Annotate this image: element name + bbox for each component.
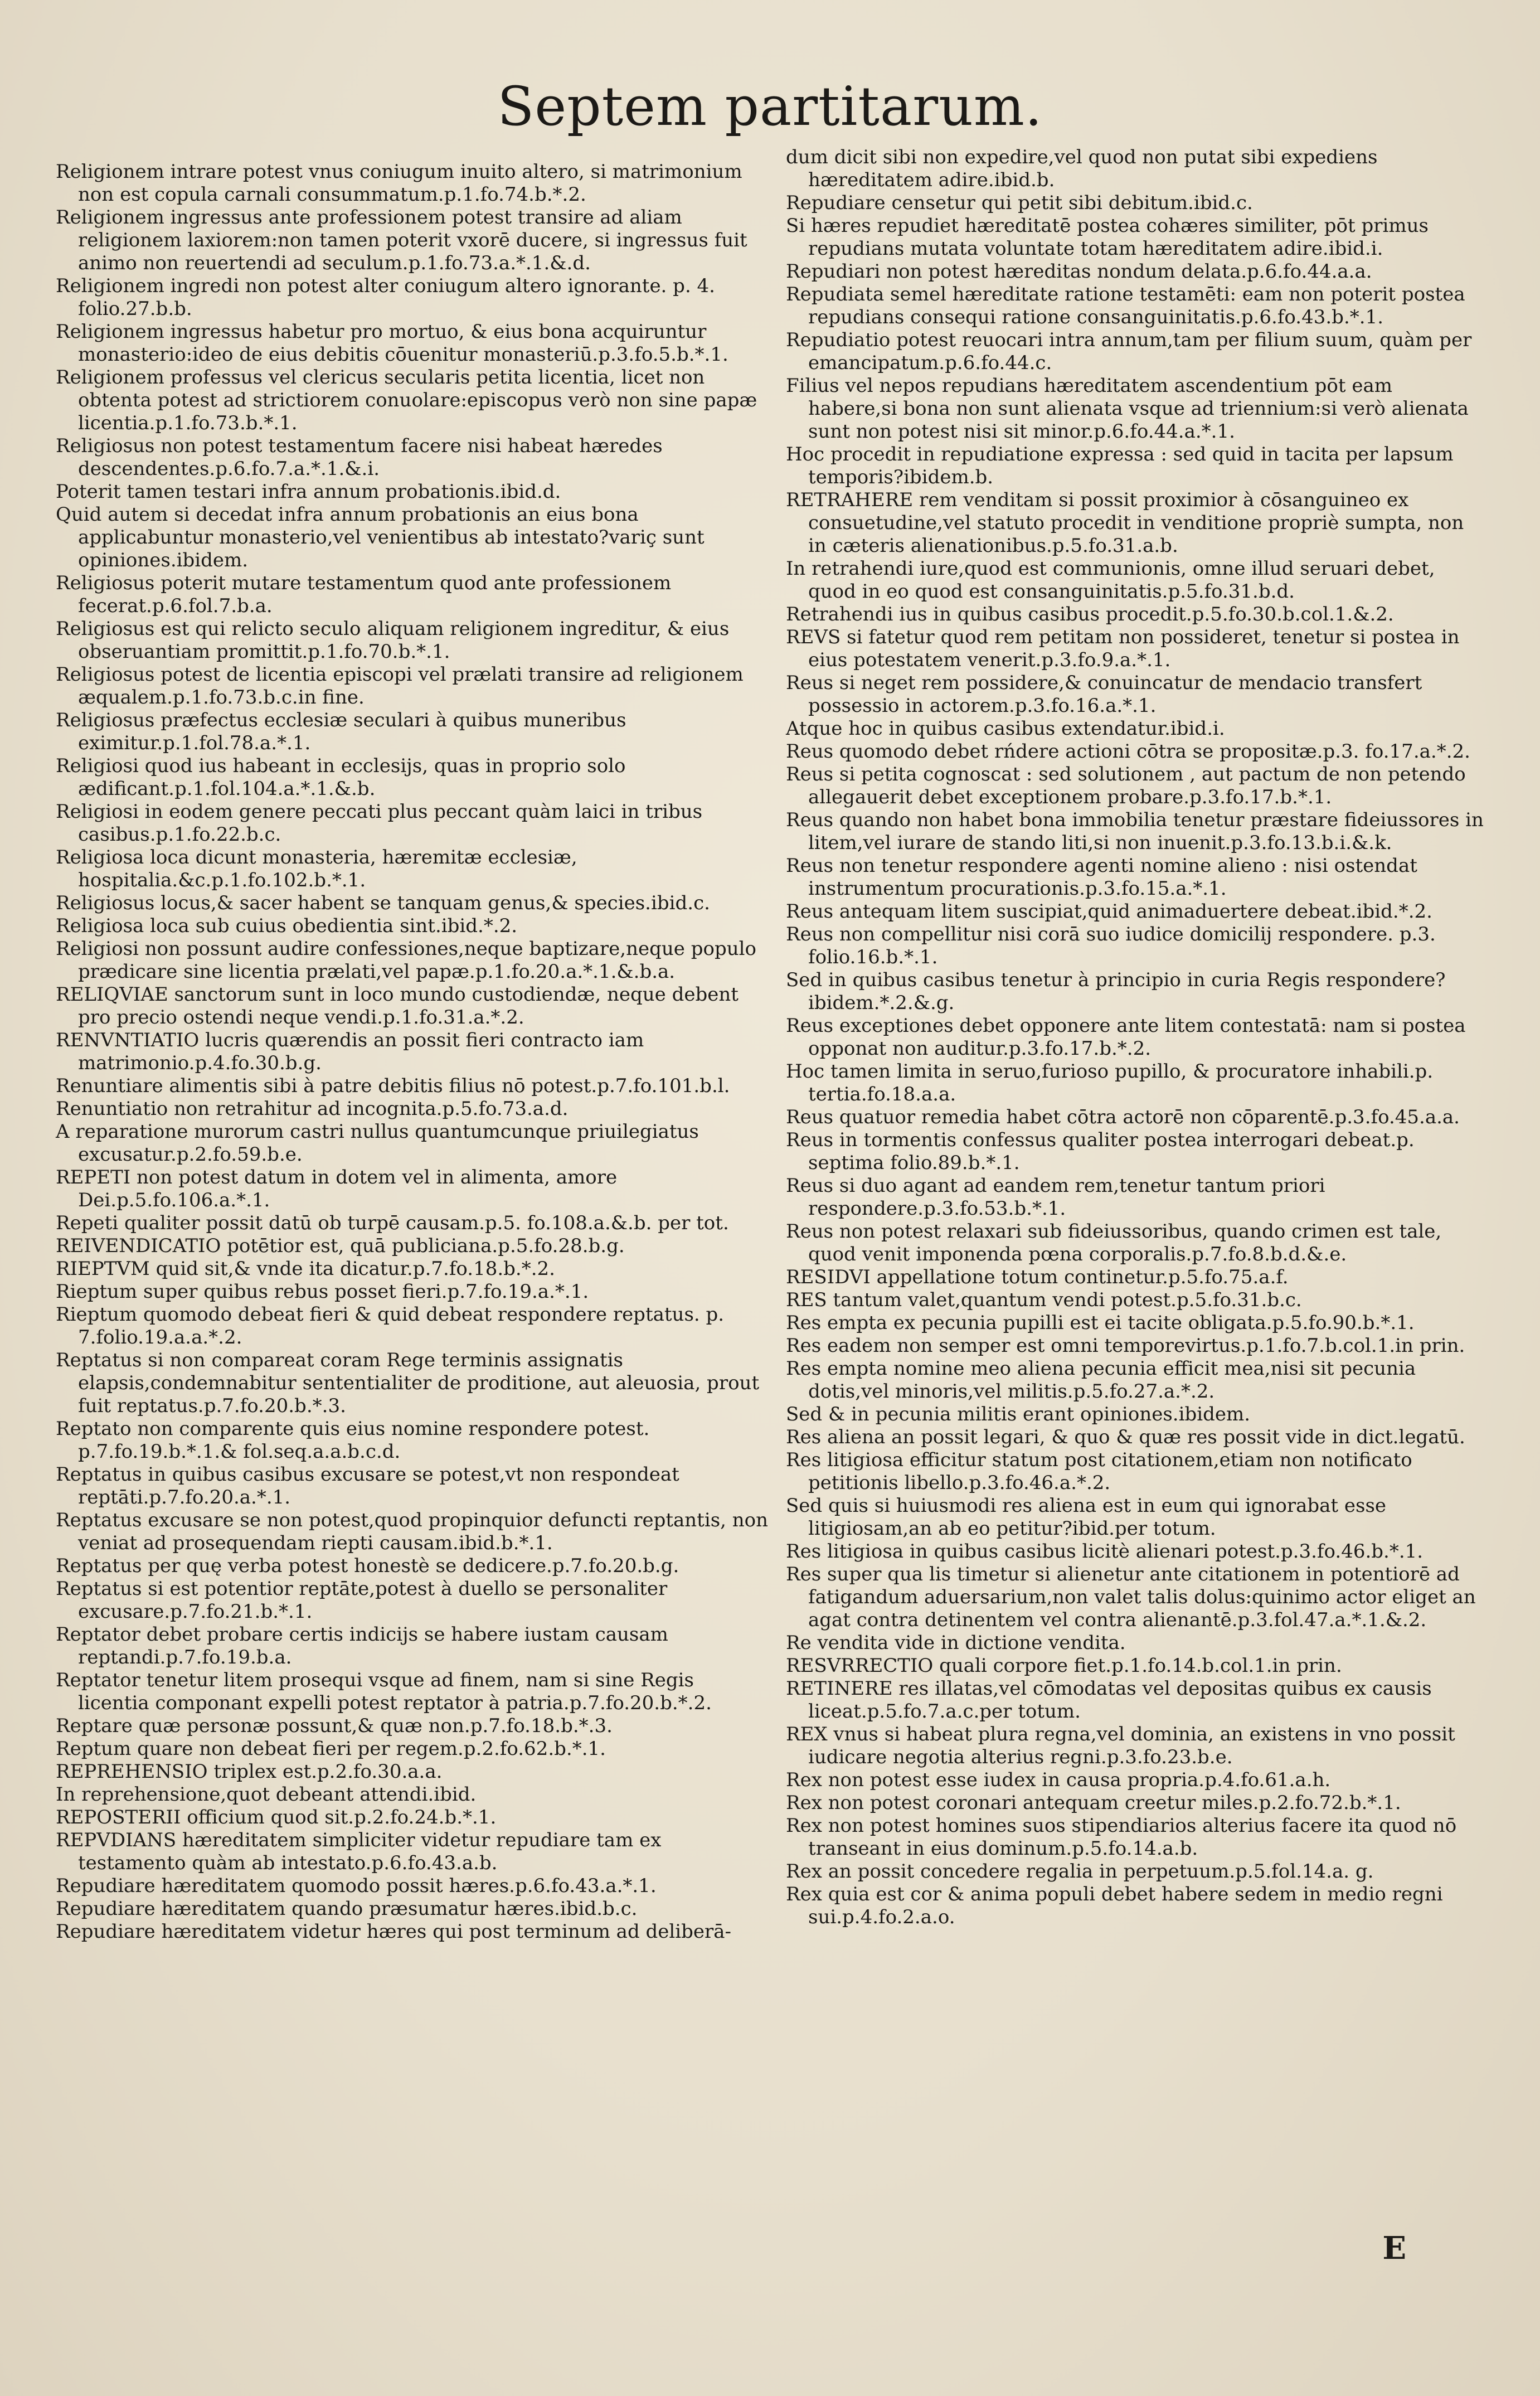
index-entry: Reus quomodo debet rńdere actioni cōtra se propositæ.p.3. fo.17.a.*.2. [786,740,1470,763]
index-entry: RESVRRECTIO quali corpore fiet.p.1.fo.14.b.col.1.in prin. [786,1655,1342,1677]
index-entry: Hoc procedit in repudiatione expressa : sed quid in tacita per lapsum temporis?ibidem.b. [786,443,1454,488]
page-title: Septem partitarum. [497,75,1043,138]
index-entry: Sed quis si huiusmodi res aliena est in eum qui ignorabat esse litigiosam,an ab eo petitur?ibid.per totum. [786,1495,1387,1540]
index-entry: Religionem intrare potest vnus coniugum inuito altero, si matrimonium non est copula carnali consummatum.p.1.fo.74.b.*.2. [56,161,742,206]
index-entry: Res super qua lis timetur si alienetur ante citationem in potentiorē ad fatigandum aduersarium,non valet talis dolus:quinimo actor eliget an agat contra detinentem vel contra alienantē.p.3.fol.47.a.*.1.&.2. [786,1563,1476,1631]
index-entry: Reptatus excusare se non potest,quod propinquior defuncti reptantis, non veniat ad prosequendam riepti causam.ibid.b.*.1. [56,1509,769,1554]
index-entry: In retrahendi iure,quod est communionis, omne illud seruari debet, quod in eo quod est consanguinitatis.p.5.fo.31.b.d. [786,557,1435,603]
index-entry: Res empta nomine meo aliena pecunia efficit mea,nisi sit pecunia dotis,vel minoris,vel militis.p.5.fo.27.a.*.2. [786,1357,1416,1403]
index-entry: Hoc tamen limita in seruo,furioso pupillo, & procuratore inhabili.p. tertia.fo.18.a.a. [786,1060,1434,1105]
index-entry: Religionem ingressus ante professionem potest transire ad aliam religionem laxiorem:non tamen poterit vxorē ducere, si ingressus fuit animo non reuertendi ad seculum.p.1.fo.73.a.*.1.&.d. [56,206,747,274]
index-entry: Reus quando non habet bona immobilia tenetur præstare fideiussores in litem,vel iurare de stando liti,si non inuenit.p.3.fo.13.b.i.&.k. [786,809,1484,854]
index-entry: In reprehensione,quot debeant attendi.ibid. [56,1783,477,1806]
index-entry: Filius vel nepos repudians hæreditatem ascendentium pōt eam habere,si bona non sunt alienata vsque ad triennium:si verò alienata sunt non potest nisi sit minor.p.6.fo.44.a.*.1. [786,375,1469,443]
index-entry: Renuntiare alimentis sibi à patre debitis filius nō potest.p.7.fo.101.b.l. [56,1075,730,1097]
index-entry: Repudiata semel hæreditate ratione testamēti: eam non poterit postea repudians consequi ratione consanguinitatis.p.6.fo.43.b.*.1. [786,283,1465,328]
index-entry: Reus exceptiones debet opponere ante litem contestatā: nam si postea opponat non auditur.p.3.fo.17.b.*.2. [786,1015,1466,1060]
index-entry: Res eadem non semper est omni temporevirtus.p.1.fo.7.b.col.1.in prin. [786,1335,1465,1357]
index-entry: Reus non potest relaxari sub fideiussoribus, quando crimen est tale, quod venit imponenda pœna corporalis.p.7.fo.8.b.d.&.e. [786,1220,1442,1265]
index-entry: Reptatus si est potentior reptāte,potest à duello se personaliter excusare.p.7.fo.21.b.*.1. [56,1578,668,1623]
index-entry: REX vnus si habeat plura regna,vel dominia, an existens in vno possit iudicare negotia alterius regni.p.3.fo.23.b.e. [786,1723,1455,1768]
index-entry: Religiosus non potest testamentum facere nisi habeat hæredes descendentes.p.6.fo.7.a.*.1.&.i. [56,435,663,480]
index-entry: Quid autem si decedat infra annum probationis an eius bona applicabuntur monasterio,vel venientibus ab intestato?variç sunt opiniones.ibidem. [56,503,705,571]
index-entry: Renuntiatio non retrahitur ad incognita.p.5.fo.73.a.d. [56,1098,569,1120]
index-entry: Reptatus in quibus casibus excusare se potest,vt non respondeat reptāti.p.7.fo.20.a.*.1. [56,1463,679,1509]
index-entry: RESIDVI appellatione totum continetur.p.5.fo.75.a.f. [786,1266,1289,1288]
index-entry: Reptatus si non compareat coram Rege terminis assignatis elapsis,condemnabitur sententialiter de proditione, aut aleuosia, prout fuit reptatus.p.7.fo.20.b.*.3. [56,1349,760,1417]
index-entry: Religiosi quod ius habeant in ecclesijs, quas in proprio solo ædificant.p.1.fol.104.a.*.1.&.b. [56,755,626,800]
index-entry: Rex non potest homines suos stipendiarios alterius facere ita quod nō transeant in eius dominum.p.5.fo.14.a.b. [786,1815,1457,1860]
catchword: E [1382,2230,1406,2267]
index-entry: Religiosus est qui relicto seculo aliquam religionem ingreditur, & eius obseruantiam promittit.p.1.fo.70.b.*.1. [56,618,730,663]
index-entry: Repudiare hæreditatem videtur hæres qui post terminum ad deliberā- [56,1920,732,1943]
index-entry: Si hæres repudiet hæreditatē postea cohæres similiter, pōt primus repudians mutata voluntate totam hæreditatem adire.ibid.i. [786,215,1429,260]
index-entry: Reus si duo agant ad eandem rem,tenetur tantum priori respondere.p.3.fo.53.b.*.1. [786,1175,1325,1220]
index-entry: Repudiare hæreditatem quomodo possit hæres.p.6.fo.43.a.*.1. [56,1875,657,1897]
index-entry: REVS si fatetur quod rem petitam non possideret, tenetur si postea in eius potestatem venerit.p.3.fo.9.a.*.1. [786,626,1460,671]
index-entry: REPETI non potest datum in dotem vel in alimenta, amore Dei.p.5.fo.106.a.*.1. [56,1166,618,1211]
index-entry: Repudiatio potest reuocari intra annum,tam per filium suum, quàm per emancipatum.p.6.fo.44.c. [786,329,1472,374]
index-entry: Religiosus poterit mutare testamentum quod ante professionem fecerat.p.6.fol.7.b.a. [56,572,672,617]
index-entry: Reus antequam litem suscipiat,quid animaduertere debeat.ibid.*.2. [786,900,1432,923]
index-entry: Retrahendi ius in quibus casibus procedit.p.5.fo.30.b.col.1.&.2. [786,603,1394,625]
index-entry: Re vendita vide in dictione vendita. [786,1632,1126,1654]
index-entry: Religionem professus vel clericus secularis petita licentia, licet non obtenta potest ad strictiorem conuolare:episcopus verò non sine papæ licentia.p.1.fo.73.b.*.1. [56,366,757,434]
index-entry: REIVENDICATIO potētior est, quā publiciana.p.5.fo.28.b.g. [56,1235,625,1257]
index-entry: REPVDIANS hæreditatem simpliciter videtur repudiare tam ex testamento quàm ab intestato.p.6.fo.43.a.b. [56,1829,662,1874]
index-entry: Religiosa loca dicunt monasteria, hæremitæ ecclesiæ, hospitalia.&c.p.1.fo.102.b.*.1. [56,846,577,891]
index-entry: Res litigiosa in quibus casibus licitè alienari potest.p.3.fo.46.b.*.1. [786,1540,1424,1563]
index-entry: Sed in quibus casibus tenetur à principio in curia Regis respondere? ibidem.*.2.&.g. [786,969,1446,1014]
index-entry: Rieptum super quibus rebus posset fieri.p.7.fo.19.a.*.1. [56,1281,589,1303]
right-column [786,146,1485,1929]
index-entry: Rex quia est cor & anima populi debet habere sedem in medio regni sui.p.4.fo.2.a.o. [786,1883,1443,1928]
index-entry: Reptare quæ personæ possunt,& quæ non.p.7.fo.18.b.*.3. [56,1715,613,1737]
index-entry: Res litigiosa efficitur statum post citationem,etiam non notificato petitionis libello.p.3.fo.46.a.*.2. [786,1449,1412,1494]
index-entry: RELIQVIAE sanctorum sunt in loco mundo custodiendæ, neque debent pro precio ostendi neque vendi.p.1.fo.31.a.*.2. [56,983,739,1029]
index-entry: RIEPTVM quid sit,& vnde ita dicatur.p.7.fo.18.b.*.2. [56,1258,555,1280]
index-entry: Repudiari non potest hæreditas nondum delata.p.6.fo.44.a.a. [786,260,1372,283]
index-entry: Religionem ingredi non potest alter coniugum altero ignorante. p. 4. folio.27.b.b. [56,275,715,320]
index-entry: Sed & in pecunia militis erant opiniones.ibidem. [786,1403,1251,1425]
index-entry: Reptatus per quę verba potest honestè se dedicere.p.7.fo.20.b.g. [56,1555,679,1577]
index-entry: RETRAHERE rem venditam si possit proximior à cōsanguineo ex consuetudine,vel statuto procedit in venditione propriè sumpta, non in cæteris alienationibus.p.5.fo.31.a.b. [786,489,1464,557]
index-entry: Rieptum quomodo debeat fieri & quid debeat respondere reptatus. p. 7.folio.19.a.a.*.2. [56,1303,725,1349]
index-entry: Reptator debet probare certis indicijs se habere iustam causam reptandi.p.7.fo.19.b.a. [56,1623,668,1669]
index-entry: Religiosi non possunt audire confessiones,neque baptizare,neque populo prædicare sine licentia prælati,vel papæ.p.1.fo.20.a.*.1.&.b.a. [56,938,756,983]
index-entry: RES tantum valet,quantum vendi potest.p.5.fo.31.b.c. [786,1289,1302,1311]
index-entry: Reus si petita cognoscat : sed solutionem , aut pactum de non petendo allegauerit debet exceptionem probare.p.3.fo.17.b.*.1. [786,763,1466,808]
index-entry: Res empta ex pecunia pupilli est ei tacite obligata.p.5.fo.90.b.*.1. [786,1312,1415,1334]
index-entry: A reparatione murorum castri nullus quantumcunque priuilegiatus excusatur.p.2.fo.59.b.e. [56,1121,699,1166]
index-entry: Reus si neget rem possidere,& conuincatur de mendacio transfert possessio in actorem.p.3.fo.16.a.*.1. [786,672,1422,717]
index-entry: Repudiare censetur qui petit sibi debitum.ibid.c. [786,192,1253,214]
index-entry: Reus in tormentis confessus qualiter postea interrogari debeat.p. septima folio.89.b.*.1. [786,1129,1415,1174]
index-entry: REPOSTERII officium quod sit.p.2.fo.24.b.*.1. [56,1806,497,1828]
index-entry: Reptum quare non debeat fieri per regem.p.2.fo.62.b.*.1. [56,1738,606,1760]
index-entry: Repeti qualiter possit datū ob turpē causam.p.5. fo.108.a.&.b. per tot. [56,1212,729,1234]
index-entry: Reus non compellitur nisi corā suo iudice domicilij respondere. p.3. folio.16.b.*.1. [786,923,1436,968]
index-entry: Res aliena an possit legari, & quo & quæ res possit vide in dict.legatū. [786,1426,1465,1448]
index-entry: Religiosus præfectus ecclesiæ seculari à quibus muneribus eximitur.p.1.fol.78.a.*.1. [56,709,626,754]
index-entry: Rex non potest esse iudex in causa propria.p.4.fo.61.a.h. [786,1769,1331,1791]
index-entry: Reus non tenetur respondere agenti nomine alieno : nisi ostendat instrumentum procurationis.p.3.fo.15.a.*.1. [786,855,1417,900]
index-entry: Poterit tamen testari infra annum probationis.ibid.d. [56,481,561,503]
index-entry: Reus quatuor remedia habet cōtra actorē non cōparentē.p.3.fo.45.a.a. [786,1106,1460,1128]
index-entry: dum dicit sibi non expedire,vel quod non putat sibi expediens hæreditatem adire.ibid.b. [786,146,1378,191]
index-entry: Reptato non comparente quis eius nomine respondere potest. p.7.fo.19.b.*.1.& fol.seq.a.a.b.c.d. [56,1418,650,1463]
left-column [56,161,769,1943]
index-entry: Atque hoc in quibus casibus extendatur.ibid.i. [786,717,1225,740]
index-entry: Repudiare hæreditatem quando præsumatur hæres.ibid.b.c. [56,1898,638,1920]
index-entry: Religiosi in eodem genere peccati plus peccant quàm laici in tribus casibus.p.1.fo.22.b.c. [56,801,703,846]
index-entry: Religiosa loca sub cuius obedientia sint.ibid.*.2. [56,915,518,937]
index-entry: Rex an possit concedere regalia in perpetuum.p.5.fol.14.a. g. [786,1860,1374,1883]
index-entry: Religiosus potest de licentia episcopi vel prælati transire ad religionem æqualem.p.1.fo.73.b.c.in fine. [56,663,744,709]
index-entry: RETINERE res illatas,vel cōmodatas vel depositas quibus ex causis liceat.p.5.fo.7.a.c.per totum. [786,1677,1432,1723]
index-entry: Religiosus locus,& sacer habent se tanquam genus,& species.ibid.c. [56,892,710,914]
index-entry: Religionem ingressus habetur pro mortuo, & eius bona acquiruntur monasterio:ideo de eius debitis cōuenitur monasteriū.p.3.fo.5.b.*.1. [56,321,728,366]
index-entry: RENVNTIATIO lucris quærendis an possit fieri contracto iam matrimonio.p.4.fo.30.b.g. [56,1029,644,1074]
index-entry: Reptator tenetur litem prosequi vsque ad finem, nam si sine Regis licentia componant expelli potest reptator à patria.p.7.fo.20.b.*.2. [56,1669,712,1714]
index-entry: Rex non potest coronari antequam creetur miles.p.2.fo.72.b.*.1. [786,1792,1401,1814]
index-entry: REPREHENSIO triplex est.p.2.fo.30.a.a. [56,1760,443,1783]
